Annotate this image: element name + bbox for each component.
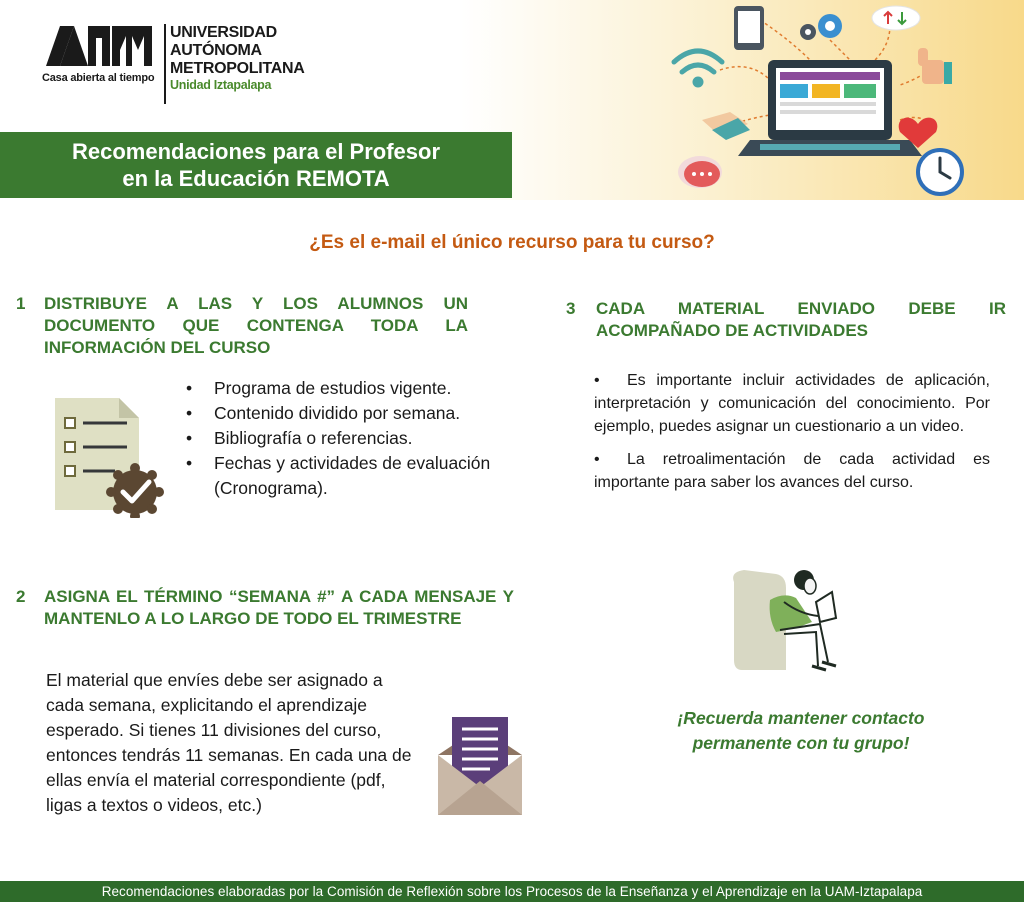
- university-name: [170, 24, 304, 93]
- laptop-connectivity-illustration: [660, 0, 1024, 200]
- footer-credits: Recomendaciones elaboradas por la Comisión de Reflexión sobre los Procesos de la Enseñanza y el Aprendizaje en la UAM-Iztapalapa: [0, 881, 1024, 902]
- reminder-text: ¡Recuerda mantener contacto permanente con tu grupo!: [677, 708, 925, 753]
- page-title-line2: en la Educación REMOTA: [122, 166, 390, 191]
- uam-logo-mark-icon: [46, 26, 152, 66]
- gear-icon: [800, 14, 842, 40]
- handshake-icon: [702, 112, 750, 140]
- section3-paragraph: [594, 369, 990, 438]
- section1-heading: [16, 293, 476, 363]
- list-item: • Bibliografía o referencias.: [186, 426, 496, 451]
- university-name-line3: METROPOLITANA: [170, 60, 305, 77]
- section1-title: DISTRIBUYE A LAS Y LOS ALUMNOS UN DOCUMENTO QUE CONTENGA TODA LA INFORMACIÓN DEL CURSO: [44, 294, 468, 357]
- section3-number: 3: [566, 299, 576, 318]
- question-heading: ¿Es el e-mail el único recurso para tu curso?: [309, 232, 715, 253]
- list-item: • Contenido dividido por semana.: [186, 401, 496, 426]
- section3-heading: [566, 298, 1008, 348]
- section3-item: Es importante incluir actividades de aplicación, interpretación y comunicación del conocimiento. Por ejemplo, puedes asignar un cuestionario a un video.: [594, 372, 990, 435]
- university-logo: [42, 22, 342, 112]
- document-checklist-icon: [55, 398, 165, 518]
- list-item: • Programa de estudios vigente.: [186, 376, 496, 401]
- section1-number: 1: [16, 294, 26, 313]
- page-title-line1: Recomendaciones para el Profesor: [71, 139, 441, 164]
- section3-item: La retroalimentación de cada actividad es importante para saber los avances del curso.: [594, 451, 990, 491]
- list-item: • Fechas y actividades de evaluación (Cronograma).: [186, 451, 496, 501]
- cloud-icon: [872, 6, 920, 30]
- section2-number: 2: [16, 587, 26, 606]
- logo-tagline: Casa abierta al tiempo: [42, 72, 155, 84]
- section3-body: [594, 369, 990, 504]
- logo-divider: [164, 24, 166, 104]
- page-title: [0, 132, 512, 198]
- section2-title: ASIGNA EL TÉRMINO “SEMANA #” A CADA MENSAJE Y MANTENLO A LO LARGO DE TODO EL TRIMESTRE: [44, 587, 514, 628]
- envelope-letter-icon: [438, 715, 522, 815]
- chat-bubble-icon: [678, 156, 722, 188]
- university-name-line2: AUTÓNOMA: [170, 42, 262, 59]
- university-name-line1: UNIVERSIDAD: [170, 24, 277, 41]
- section3-paragraph: [594, 448, 990, 494]
- person-laptop-icon: [724, 562, 860, 674]
- university-unit: Unidad Iztapalapa: [170, 78, 272, 92]
- bullet-marker: •: [594, 451, 600, 468]
- section2-heading: [16, 586, 516, 656]
- phone-icon: [734, 6, 764, 50]
- section2-body: El material que envíes debe ser asignado a cada semana, explicitando el aprendizaje esperado. Si tienes 11 divisiones del curso, entonces tendrás 11 semanas. En cada una de ellas envía el material correspondiente (pdf, ligas a textos o videos, etc.): [46, 670, 412, 815]
- wifi-icon: [674, 51, 722, 85]
- section1-list: [186, 376, 496, 501]
- section3-title: CADA MATERIAL ENVIADO DEBE IR ACOMPAÑADO DE ACTIVIDADES: [596, 299, 1006, 340]
- bullet-marker: •: [594, 372, 600, 389]
- clock-icon: [918, 150, 962, 194]
- laptop-icon: [738, 60, 922, 156]
- thumbs-up-icon: [918, 48, 952, 84]
